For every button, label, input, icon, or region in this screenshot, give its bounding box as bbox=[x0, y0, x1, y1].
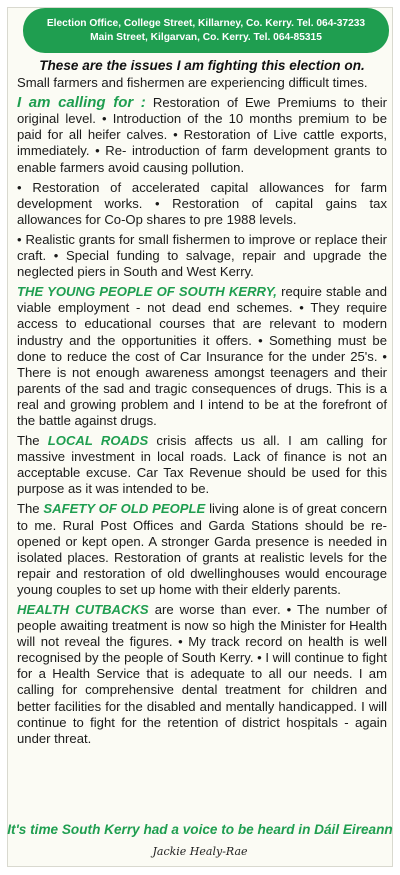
health-paragraph bbox=[17, 602, 387, 747]
old-people-text: living alone is of great concern to me. Rural Post Offices and Garda Stations should be re-opened or kept open. A stronger Garda presence is needed in isolated places. Restoration of grants at realistic levels for the repair and restoration of old dwellinghouses would encourage young couples to set up home with their elderly parents. bbox=[17, 501, 387, 597]
health-text: are worse than ever. • The number of people awaiting treatment is now so high the Minister for Health will not reveal the figures. • My track record on health is well recognised by the people of South Kerry. • I will continue to fight for a Health Service that is adequate to all our needs. I am calling for comprehensive dental treatment for children and better facilities for the disabled and mentally handicapped. I will continue to fight for the retention of district hospitals - again under threat. bbox=[17, 602, 387, 746]
local-roads-pre: The bbox=[17, 433, 48, 449]
calling-lead: I am calling for : bbox=[17, 94, 146, 112]
campaign-slogan: It's time South Kerry had a voice to be heard in Dáil Eireann bbox=[7, 822, 393, 837]
page-heading: These are the issues I am fighting this election on. bbox=[39, 58, 365, 73]
local-roads-lead: LOCAL ROADS bbox=[47, 433, 149, 449]
young-people-text: require stable and viable employment - not dead end schemes. • They require access to educational courses that are relevant to modern industry and the opportunities it offers. • Something must be done to reduce the cost of Car Insurance for the under 25's. • There is not enough awareness amongst teenagers and their parents of the sad and tragic consequences of drugs. This is a real and growing problem and I intend to be at the forefront of the battle against drugs. bbox=[17, 284, 387, 428]
local-roads-text: crisis affects us all. I am calling for massive investment in local roads. Lack of finance is not an acceptable excuse. Car Tax Revenue should be used for this purpose as it was intended to be. bbox=[17, 433, 388, 497]
capital-allowances-paragraph: • Restoration of accelerated capital allowances for farm development works. • Restoration of capital gains tax allowances for Co-Op shares to pre 1988 levels. bbox=[17, 179, 387, 227]
old-people-lead: SAFETY OF OLD PEOPLE bbox=[43, 501, 206, 517]
manifesto-body bbox=[17, 58, 387, 751]
local-roads-paragraph bbox=[17, 433, 387, 497]
intro-paragraph: Small farmers and fishermen are experiencing difficult times. bbox=[17, 75, 368, 91]
banner-line-2: Main Street, Kilgarvan, Co. Kerry. Tel. 064-85315 bbox=[90, 31, 322, 43]
candidate-signature: Jackie Healy-Rae bbox=[152, 845, 248, 858]
health-lead: HEALTH CUTBACKS bbox=[17, 602, 149, 617]
old-people-paragraph bbox=[17, 501, 387, 598]
young-people-lead: THE YOUNG PEOPLE OF SOUTH KERRY, bbox=[17, 284, 277, 300]
old-people-pre: The bbox=[17, 501, 44, 517]
young-people-paragraph bbox=[17, 284, 387, 429]
calling-text: Restoration of Ewe Premiums to their original level. • Introduction of the 10 months premium to be paid for all heifer calves. • Restoration of Live cattle exports, immediately. • Re- introduction of farm development grants to enable farmers avoid causing pollution. bbox=[17, 95, 387, 175]
banner-line-1: Election Office, College Street, Killarney, Co. Kerry. Tel. 064-37233 bbox=[46, 17, 366, 29]
office-address-banner bbox=[23, 8, 389, 53]
fishermen-paragraph: • Realistic grants for small fishermen to improve or replace their craft. • Special funding to salvage, repair and upgrade the neglected piers in South and West Kerry. bbox=[17, 231, 387, 280]
calling-paragraph bbox=[17, 95, 387, 175]
